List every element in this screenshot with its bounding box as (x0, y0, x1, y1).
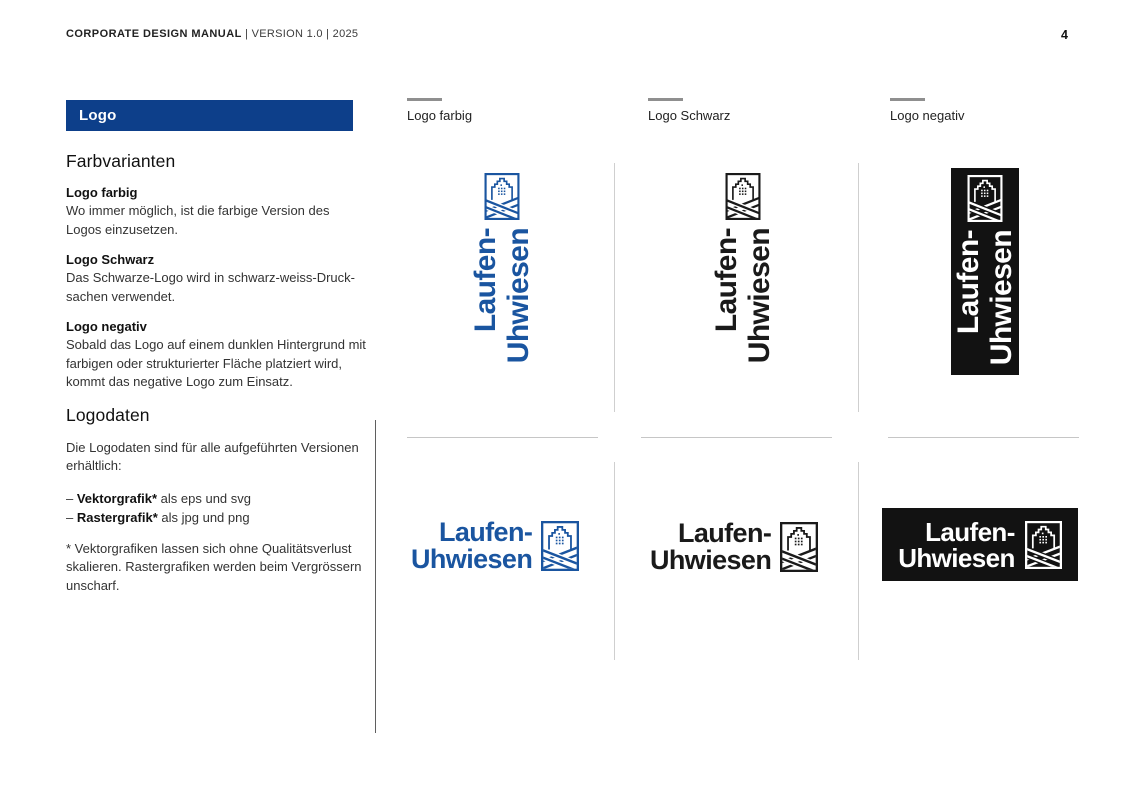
format-dash: – (66, 490, 77, 506)
column-divider (614, 462, 615, 660)
heading-logodaten: Logodaten (66, 404, 150, 425)
logo-black-vertical (708, 173, 778, 378)
column-header-farbig (407, 98, 597, 123)
variant-text: Das Schwarze-Logo wird in schwarz-weiss-Druck-sachen verwendet. (66, 270, 355, 304)
variant-text: Sobald das Logo auf einem dunklen Hintergrund mit farbigen oder strukturierter Fläche platziert wird, kommt das negative Logo zum Einsatz. (66, 337, 366, 389)
laufen-uhwiesen-emblem-icon (485, 173, 520, 220)
logo-wordmark (898, 516, 1015, 573)
sidebar (66, 100, 366, 608)
document-header (66, 28, 1068, 42)
column-header-schwarz (648, 98, 838, 123)
logo-wordmark (710, 228, 776, 378)
format-name: Vektorgrafik* (76, 490, 158, 506)
row-divider (407, 437, 598, 438)
variant-text: Wo immer möglich, ist die farbige Version des Logos einzusetzen. (66, 203, 330, 237)
document-title (66, 28, 358, 40)
logo-line2: Uhwiesen (898, 542, 1015, 573)
column-header-rule (890, 98, 925, 101)
logo-line2: Uhwiesen (411, 544, 533, 574)
logodata-intro: Die Logodaten sind für alle aufgeführten Versionen erhältlich: (66, 439, 359, 473)
logo-line2: Uhwiesen (985, 230, 1018, 366)
logo-line1: Laufen- (710, 228, 743, 333)
logo-line1: Laufen- (677, 518, 772, 548)
footnote: * Vektorgrafiken lassen sich ohne Qualitätsverlust skalieren. Rastergrafiken werden beim Vergrössern unscharf. (66, 540, 362, 593)
logo-black-horizontal (650, 520, 818, 574)
variant-description-negativ (66, 319, 366, 392)
column-divider (858, 163, 859, 412)
logo-line1: Laufen- (438, 517, 533, 547)
logo-wordmark (411, 519, 532, 573)
logo-line1: Laufen- (952, 230, 985, 335)
chapter-title-bar (66, 100, 353, 131)
row-divider (641, 437, 832, 438)
column-header-label: Logo Schwarz (648, 108, 731, 123)
logo-wordmark (469, 228, 535, 378)
variant-description-farbig (66, 185, 366, 239)
logo-wordmark (952, 230, 1018, 380)
document-title-version: | VERSION 1.0 | 2025 (241, 28, 359, 40)
laufen-uhwiesen-emblem-icon (726, 173, 761, 220)
format-name: Rastergrafik* (76, 509, 158, 525)
format-item-vektorgrafik (66, 489, 366, 508)
laufen-uhwiesen-emblem-icon (1025, 521, 1062, 569)
column-header-rule (407, 98, 442, 101)
column-divider (614, 163, 615, 412)
logo-line2: Uhwiesen (502, 228, 535, 364)
format-detail: als jpg und png (157, 509, 250, 525)
logo-line1: Laufen- (469, 228, 502, 333)
column-divider (858, 462, 859, 660)
heading-farbvarianten: Farbvarianten (66, 151, 176, 171)
logo-negative-horizontal (882, 508, 1078, 581)
variant-label: Logo Schwarz (66, 252, 155, 267)
logo-negative-vertical-inner (951, 175, 1019, 375)
page-number: 4 (1061, 28, 1068, 42)
column-header-rule (648, 98, 683, 101)
row-divider (888, 437, 1079, 438)
column-header-negativ (890, 98, 1080, 123)
column-header-label: Logo farbig (407, 108, 473, 123)
logo-wordmark (650, 520, 771, 574)
format-item-rastergrafik (66, 508, 366, 527)
chapter-title: Logo (79, 107, 117, 124)
variant-description-schwarz (66, 252, 366, 306)
logo-color-vertical (467, 173, 537, 378)
laufen-uhwiesen-emblem-icon (968, 175, 1003, 222)
laufen-uhwiesen-emblem-icon (780, 522, 818, 572)
logo-line2: Uhwiesen (743, 228, 776, 364)
logo-line1: Laufen- (925, 516, 1015, 547)
format-detail: als eps und svg (157, 490, 251, 506)
logo-line2: Uhwiesen (650, 545, 772, 575)
variant-label: Logo negativ (66, 319, 147, 334)
format-dash: – (66, 509, 77, 525)
document-title-main: CORPORATE DESIGN MANUAL (66, 28, 242, 40)
logo-negative-vertical (951, 168, 1019, 375)
column-header-label: Logo negativ (890, 108, 965, 123)
laufen-uhwiesen-emblem-icon (541, 521, 579, 571)
section-divider (375, 420, 376, 733)
variant-label: Logo farbig (66, 185, 138, 200)
logo-color-horizontal (411, 519, 579, 573)
